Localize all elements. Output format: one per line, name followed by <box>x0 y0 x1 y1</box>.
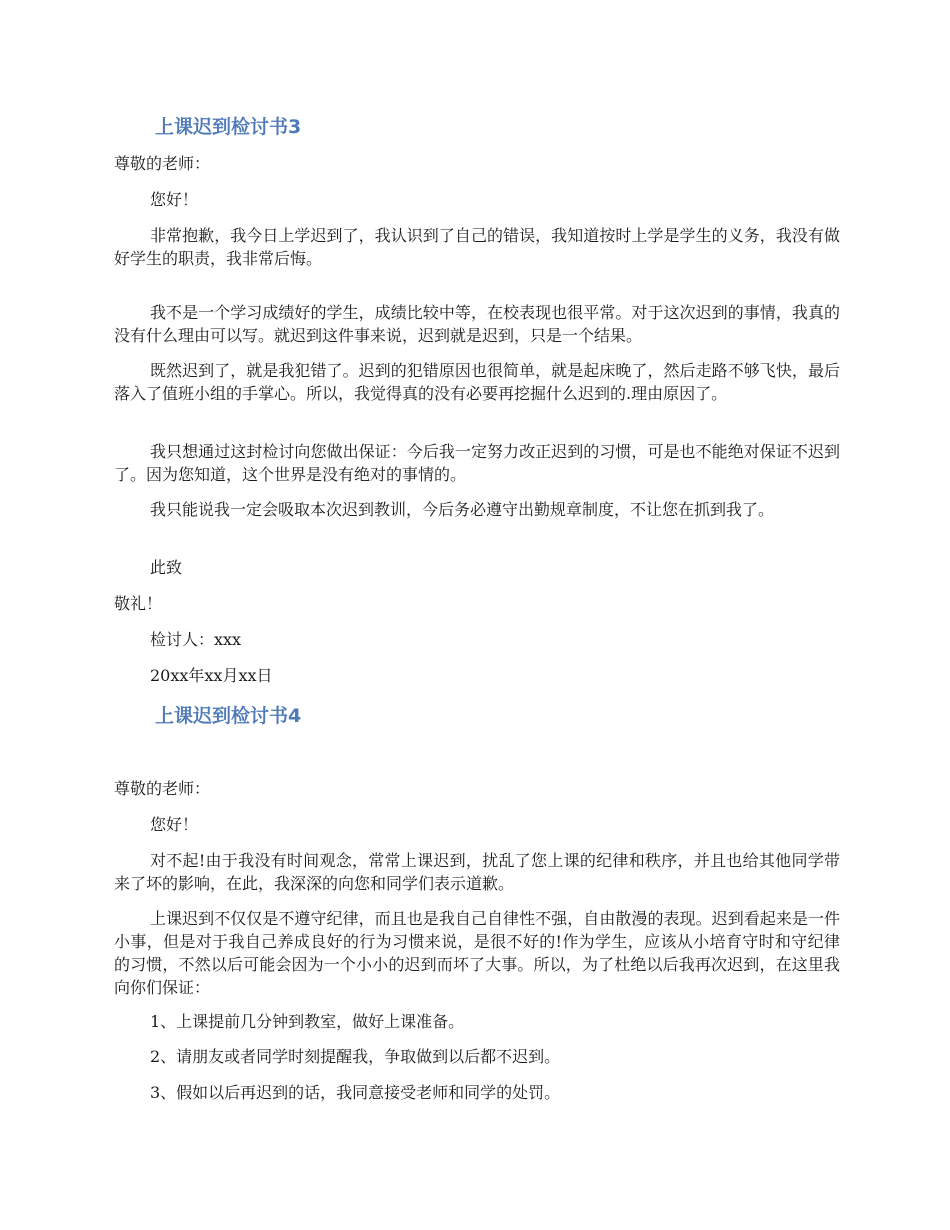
section-3-paragraph-3: 既然迟到了，就是我犯错了。迟到的犯错原因也很简单，就是起床晚了，然后走路不够飞快，最后落入了值班小组的手掌心。所以，我觉得真的没有必要再挖掘什么迟到的.理由原因了。 <box>114 361 840 403</box>
section-4-salutation: 尊敬的老师： <box>114 779 211 798</box>
section-3-salutation: 尊敬的老师： <box>114 154 211 173</box>
section-3-regards: 敬礼！ <box>114 594 163 613</box>
section-3-date: 20xx年xx月xx日 <box>150 666 273 685</box>
section-4-list-item-3: 3、假如以后再迟到的话，我同意接受老师和同学的处罚。 <box>150 1083 561 1102</box>
section-3-greeting: 您好！ <box>150 190 199 209</box>
section-3-paragraph-2: 我不是一个学习成绩好的学生，成绩比较中等，在校表现也很平常。对于这次迟到的事情，我真的没有什么理由可以写。就迟到这件事来说，迟到就是迟到，只是一个结果。 <box>114 303 840 345</box>
section-3-paragraph-4: 我只想通过这封检讨向您做出保证：今后我一定努力改正迟到的习惯，可是也不能绝对保证不迟到了。因为您知道，这个世界是没有绝对的事情的。 <box>114 442 840 484</box>
section-3-signer: 检讨人：xxx <box>150 630 242 649</box>
section-4-list-item-1: 1、上课提前几分钟到教室，做好上课准备。 <box>150 1012 465 1031</box>
section-4-paragraph-1: 对不起!由于我没有时间观念，常常上课迟到，扰乱了您上课的纪律和秩序，并且也给其他同学带来了坏的影响，在此，我深深的向您和同学们表示道歉。 <box>114 851 840 893</box>
section-4-title: 上课迟到检讨书4 <box>155 705 302 727</box>
section-4-list-item-2: 2、请朋友或者同学时刻提醒我，争取做到以后都不迟到。 <box>150 1047 561 1066</box>
section-3-paragraph-5: 我只能说我一定会吸取本次迟到教训，今后务必遵守出勤规章制度，不让您在抓到我了。 <box>150 500 775 519</box>
section-3-title: 上课迟到检讨书3 <box>155 116 302 138</box>
section-4-greeting: 您好！ <box>150 815 199 834</box>
section-3-closing: 此致 <box>150 558 183 577</box>
section-4-paragraph-2: 上课迟到不仅仅是不遵守纪律，而且也是我自己自律性不强，自由散漫的表现。迟到看起来是一件小事，但是对于我自己养成良好的行为习惯来说，是很不好的!作为学生，应该从小培育守时和守纪律的习惯，不然以后可能会因为一个小小的迟到而坏了大事。所以，为了杜绝以后我再次迟到，在这里我向你们保证： <box>114 909 840 997</box>
section-3-paragraph-1: 非常抱歉，我今日上学迟到了，我认识到了自己的错误，我知道按时上学是学生的义务，我没有做好学生的职责，我非常后悔。 <box>114 226 840 268</box>
